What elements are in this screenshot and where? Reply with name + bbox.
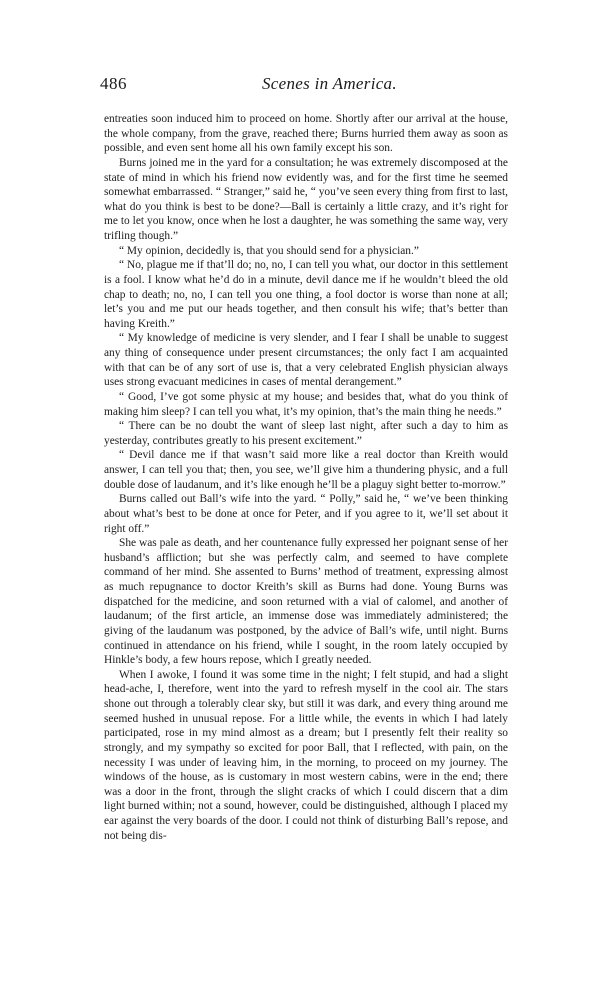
paragraph: entreaties soon induced him to proceed on home. Shortly after our arrival at the house, the whole company, from the grave, reached there; Burns hurried them away as soon as possible, and even sent home all his own family except his son. [104, 113, 508, 155]
paragraph: “ Good, I’ve got some physic at my house; and besides that, what do you think of making him sleep? I can tell you what, it’s my opinion, that’s the main thing he needs.” [104, 390, 508, 418]
paragraph: “ My opinion, decidedly is, that you should send for a physician.” [119, 244, 419, 257]
page-number: 486 [100, 74, 127, 93]
paragraph: “ There can be no doubt the want of sleep last night, after such a day to him as yesterday, contributes greatly to his present excitement.” [104, 420, 508, 447]
paragraph: “ No, plague me if that’ll do; no, no, I can tell you what, our doctor in this settlement is a fool. I know what he’d do in a minute, devil dance me if he wouldn’t bleed the old chap to death; no, no, I can tell you one thing, a fool doctor is worse than none at all; let’s you and me put our heads together, and then consult his wife; that’s better than having Kreith.” [104, 259, 508, 330]
paragraph: Burns called out Ball’s wife into the yard. “ Polly,” said he, “ we’ve been thinking about what’s best to be done at once for Peter, and if you agree to it, we’ll set about it right off.” [104, 493, 508, 535]
paragraph: When I awoke, I found it was some time in the night; I felt stupid, and had a slight head-ache, I, therefore, went into the yard to refresh myself in the cool air. The stars shone out through a tolerably clear sky, but still it was dark, and every thing around me seemed hushed in unusual repose. For a little while, the events in which I had lately participated, rose in my mind almost as a dream; but I presently felt their reality so strongly, and my sympathy so excited for poor Ball, that I reflected, with pain, on the necessity I was under of leaving him, in the morning, to proceed on my journey. The windows of the house, as is customary in most western cabins, were in the end; there was a door in the front, through the slight cracks of which I could discern that a dim light burned within; not a sound, however, could be distinguished, although I placed my ear against the very boards of the door. I could not think of disturbing Ball’s repose, and not being dis- [104, 668, 508, 842]
paragraph: “ My knowledge of medicine is very slender, and I fear I shall be unable to suggest any thing of consequence under present circumstances; the only fact I am acquainted with that can be of any sort of use is, that a very celebrated English physician always uses strong evacuant medicines in cases of mental derangement.” [104, 332, 508, 389]
body-text [104, 112, 508, 942]
page-header [100, 74, 490, 98]
paragraph: She was pale as death, and her countenance fully expressed her poignant sense of her husband’s affliction; but she was perfectly calm, and seemed to have complete command of her mind. She assented to Burns’ method of treatment, expressing almost as much repugnance to doctor Kreith’s skill as Burns had done. Young Burns was dispatched for the medicine, and soon returned with a vial of calomel, and another of laudanum; of the first article, an immense dose was immediately administered; the giving of the laudanum was postponed, by the advice of Ball’s wife, until night. Burns continued in attendance on his friend, while I sought, in the room lately occupied by Hinkle’s body, a few hours repose, which I greatly needed. [104, 537, 508, 667]
paragraph: Burns joined me in the yard for a consultation; he was extremely discomposed at the state of mind in which his friend now evidently was, and for the first time he seemed somewhat embarrassed. “ Stranger,” said he, “ you’ve seen every thing from first to last, what do you think is best to be done?—Ball is certainly a little crazy, and it’s right for me to let you know, once when he lost a daughter, he was something the same way, very trifling though.” [104, 156, 508, 242]
paragraph: “ Devil dance me if that wasn’t said more like a real doctor than Kreith would answer, I can tell you that; then, you see, we’ll give him a thundering physic, and a full double dose of laudanum, and it’s like enough he’ll be a plaguy sight better to-morrow.” [104, 449, 508, 491]
running-title: Scenes in America. [262, 74, 397, 93]
